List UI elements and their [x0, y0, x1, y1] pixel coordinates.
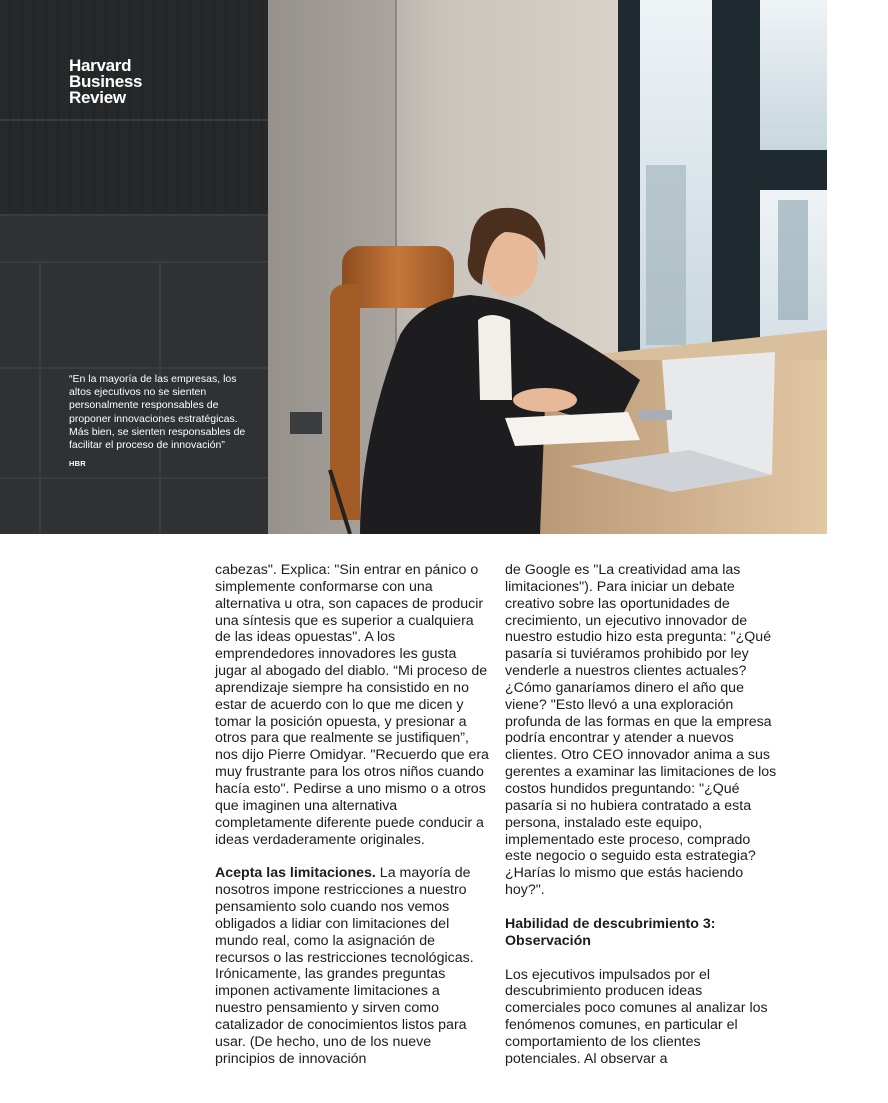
logo-line-review: Review	[69, 88, 126, 107]
paragraph-body-acepta: La mayoría de nosotros impone restricciones a nuestro pensamiento solo cuando nos vemos obligados a lidiar con limitaciones del mundo real, como la asignación de recursos o las restricciones tecnológicas. Irónicamente, las grandes preguntas imponen activamente limitaciones a nuestro pensamiento y sirven como catalizador de conocimientos listos para usar. (De hecho, uno de los nueve principios de innovación	[215, 865, 474, 1067]
hbr-logo	[69, 58, 142, 106]
logo-line-business: Business	[69, 72, 143, 91]
paragraph-acepta-limitaciones	[215, 865, 490, 1067]
pull-quote-source: HBR	[69, 459, 86, 468]
hero-photo	[0, 0, 827, 534]
woman-shirt	[478, 315, 512, 400]
article-column-right	[505, 562, 780, 1068]
section-heading-observacion: Habilidad de descubrimiento 3: Observación	[505, 915, 716, 949]
article-column-left	[215, 562, 490, 1067]
paragraph-google: de Google es "La creatividad ama las limitaciones"). Para iniciar un debate creativo sobre las oportunidades de crecimiento, un ejecutivo innovador de nuestro estudio hizo esta pregunta: "¿Qué pasaría si tuviéramos prohibido por ley venderle a nuestros clientes actuales? ¿Cómo ganaríamos dinero el año que viene? "Esto llevó a una exploración profunda de las formas en que la empresa podría encontrar y atender a nuevos clientes. Otro CEO innovador anima a sus gerentes a examinar las limitaciones de los costos hundidos preguntando: "¿Qué pasaría si no hubiera contratado a esta persona, instalado este equipo, implementado este proceso, comprado este negocio o seguido esta estrategia? ¿Harías lo mismo que estás haciendo hoy?".	[505, 562, 777, 899]
notebook	[505, 412, 640, 446]
paragraph-lead-acepta: Acepta las limitaciones.	[215, 865, 376, 882]
logo-line-harvard: Harvard	[69, 56, 132, 75]
paragraph-cabezas: cabezas". Explica: "Sin entrar en pánico o simplemente conformarse con una alternativa u otra, son capaces de producir una síntesis que es superior a cualquiera de las ideas opuestas". A los emprendedores innovadores les gusta jugar al abogado del diablo. “Mi proceso de aprendizaje siempre ha consistido en no estar de acuerdo con lo que me dicen y tomar la posición opuesta, y presionar a otros para que realmente se justifiquen”, nos dijo Pierre Omidyar. "Recuerdo que era muy frustrante para los otros niños cuando hacía esto". Pedirse a uno mismo o a otros que imaginen una alternativa completamente diferente puede conducir a ideas verdaderamente originales.	[215, 562, 489, 848]
paragraph-observacion: Los ejecutivos impulsados por el descubrimiento producen ideas comerciales poco comunes al analizar los fenómenos comunes, en particular el comportamiento de los clientes potenciales. Al observar a	[505, 966, 768, 1067]
pull-quote: “En la mayoría de las empresas, los altos ejecutivos no se sienten personalmente responsables de proponer innovaciones estratégicas. Más bien, se sienten responsables de facilitar el proceso de innovación”	[69, 373, 246, 452]
